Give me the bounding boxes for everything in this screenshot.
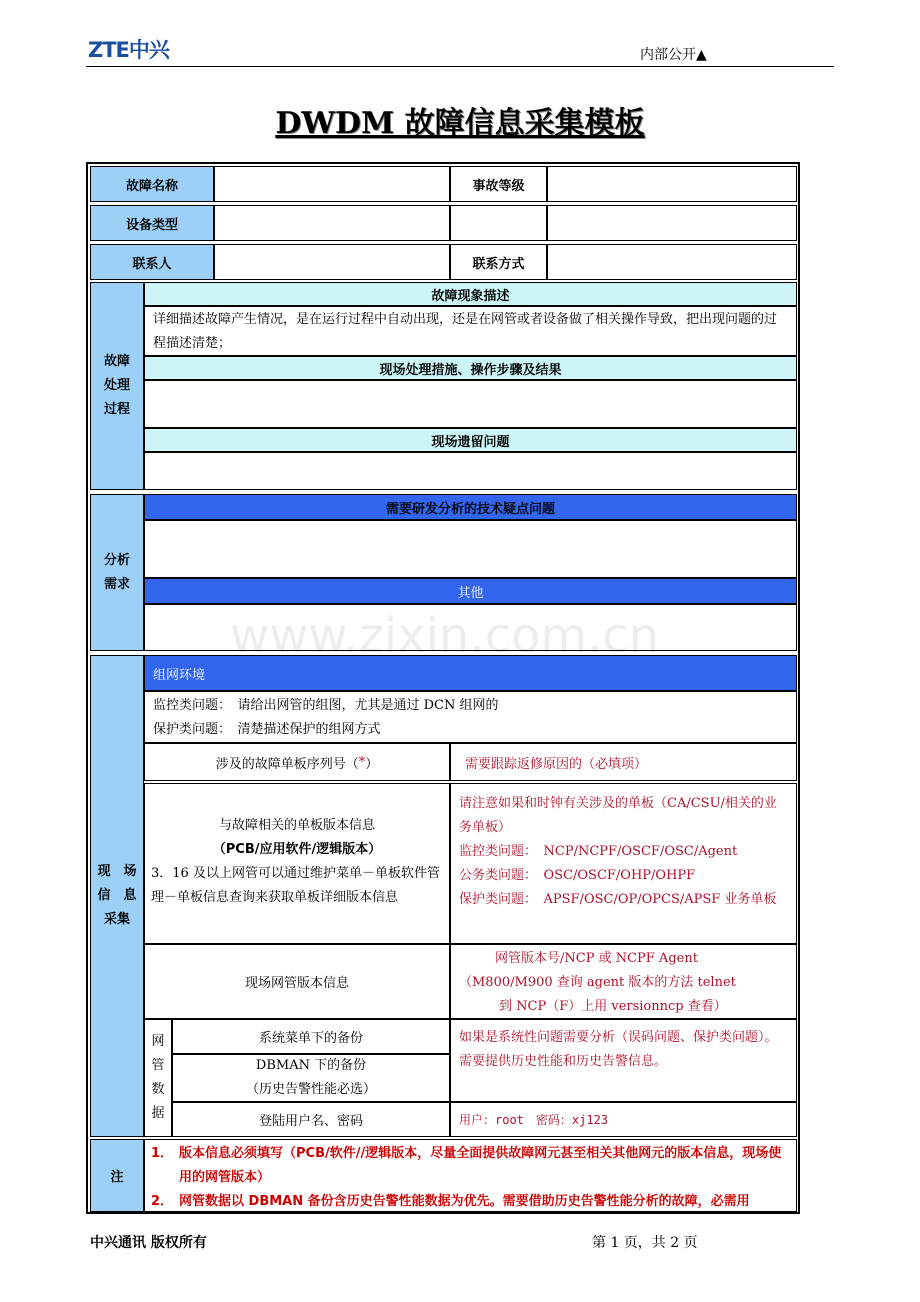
backup-note: 如果是系统性问题需要分析（误码问题、保护类问题）。 需要提供历史性能和历史告警信息。 xyxy=(450,1019,797,1102)
other-input[interactable] xyxy=(144,604,797,651)
protect-line: 保护类问题： 清楚描述保护的组网方式 xyxy=(153,722,381,737)
contact-label: 联系人 xyxy=(90,244,214,280)
contact-method-input[interactable] xyxy=(547,244,797,280)
remaining-issues-input[interactable] xyxy=(144,452,797,490)
serial-number-label: 涉及的故障单板序列号（ * ） xyxy=(144,743,450,781)
board-version-cell xyxy=(144,783,450,944)
tech-questions-input[interactable] xyxy=(144,520,797,578)
footer-page-number: 第 1 页，共 2 页 xyxy=(592,1235,698,1251)
note-monitor: 监控类问题： NCP/NCPF/OSCF/OSC/Agent xyxy=(459,844,738,859)
tech-questions-header: 需要研发分析的技术疑点问题 xyxy=(144,494,797,520)
site-info-label: 现 场 信 息 采集 xyxy=(90,655,144,1137)
note-clock: 请注意如果和时钟有关涉及的单板（CA/CSU/相关的业务单板） xyxy=(459,796,777,835)
network-env-header: 组网环境 xyxy=(144,655,797,691)
note-1: 1． 版本信息必须填写（PCB/软件//逻辑版本，尽量全面提供故障网元甚至相关其他网元的版本信息，现场使用的网管版本） xyxy=(151,1146,782,1185)
board-version-line2: （PCB/应用软件/逻辑版本） xyxy=(212,842,382,857)
note-public: 公务类问题： OSC/OSCF/OHP/OHPF xyxy=(459,868,696,883)
footer-copyright: 中兴通讯 版权所有 xyxy=(90,1235,207,1251)
notes-label: 注 xyxy=(90,1139,144,1212)
system-menu-backup: 系统菜单下的备份 xyxy=(172,1019,450,1054)
classification-label: 内部公开▲ xyxy=(640,47,707,63)
fault-name-label: 故障名称 xyxy=(90,166,214,202)
header-rule xyxy=(86,66,834,67)
nms-note-2: （M800/M900 查询 agent 版本的方法 telnet xyxy=(459,975,736,990)
board-version-line3: 3．16 及以上网管可以通过维护菜单－单板软件管理－单板信息查询来获取单板详细版本信息 xyxy=(151,866,440,905)
contact-method-label: 联系方式 xyxy=(450,244,547,280)
fault-description-header: 故障现象描述 xyxy=(144,282,797,306)
network-env-text[interactable] xyxy=(144,691,797,743)
measures-input[interactable] xyxy=(144,380,797,428)
remaining-issues-header: 现场遗留问题 xyxy=(144,428,797,452)
watermark: www.zixin.com.cn xyxy=(230,608,660,664)
zte-logo: ZTE中兴 xyxy=(88,38,169,62)
note-2: 2． 网管数据以 DBMAN 备份含历史告警性能数据为优先。需要借助历史告警性能分析的故障，必需用 xyxy=(151,1194,750,1209)
fault-description-text[interactable]: 详细描述故障产生情况，是在运行过程中自动出现，还是在网管或者设备做了相关操作导致，把出现问题的过程描述清楚； xyxy=(144,306,797,356)
notes-content xyxy=(144,1139,797,1212)
dbman-backup: DBMAN 下的备份 （历史告警性能必选） xyxy=(172,1054,450,1102)
accident-level-label: 事故等级 xyxy=(450,166,547,202)
note-protect: 保护类问题： APSF/OSC/OP/OPCS/APSF 业务单板 xyxy=(459,892,777,907)
nms-data-label: 网 管 数 据 xyxy=(144,1019,172,1137)
contact-input[interactable] xyxy=(214,244,450,280)
analysis-label: 分析 需求 xyxy=(90,494,144,651)
accident-level-input[interactable] xyxy=(547,166,797,202)
fault-name-input[interactable] xyxy=(214,166,450,202)
page-title: DWDM 故障信息采集模板 xyxy=(275,106,645,141)
nms-version-notes xyxy=(450,944,797,1019)
login-label: 登陆用户名、密码 xyxy=(172,1102,450,1137)
device-type-extra-value[interactable] xyxy=(547,205,797,241)
process-label: 故障 处理 过程 xyxy=(90,282,144,490)
login-value: 用户：root 密码：xj123 xyxy=(450,1102,797,1137)
nms-note-3: 到 NCP（F）上用 versionncp 查看） xyxy=(499,999,727,1014)
nms-version-label: 现场网管版本信息 xyxy=(144,944,450,1019)
repair-reason-note: 需要跟踪返修原因的（必填项） xyxy=(450,743,797,781)
device-type-extra[interactable] xyxy=(450,205,547,241)
measures-header: 现场处理措施、操作步骤及结果 xyxy=(144,356,797,380)
nms-note-1: 网管版本号/NCP 或 NCPF Agent xyxy=(495,951,698,966)
device-type-input[interactable] xyxy=(214,205,450,241)
other-header: 其他 xyxy=(144,578,797,604)
device-type-label: 设备类型 xyxy=(90,205,214,241)
monitor-line: 监控类问题： 请给出网管的组图，尤其是通过 DCN 组网的 xyxy=(153,698,499,713)
board-version-notes xyxy=(450,783,797,944)
board-version-line1: 与故障相关的单板版本信息 xyxy=(218,818,375,833)
